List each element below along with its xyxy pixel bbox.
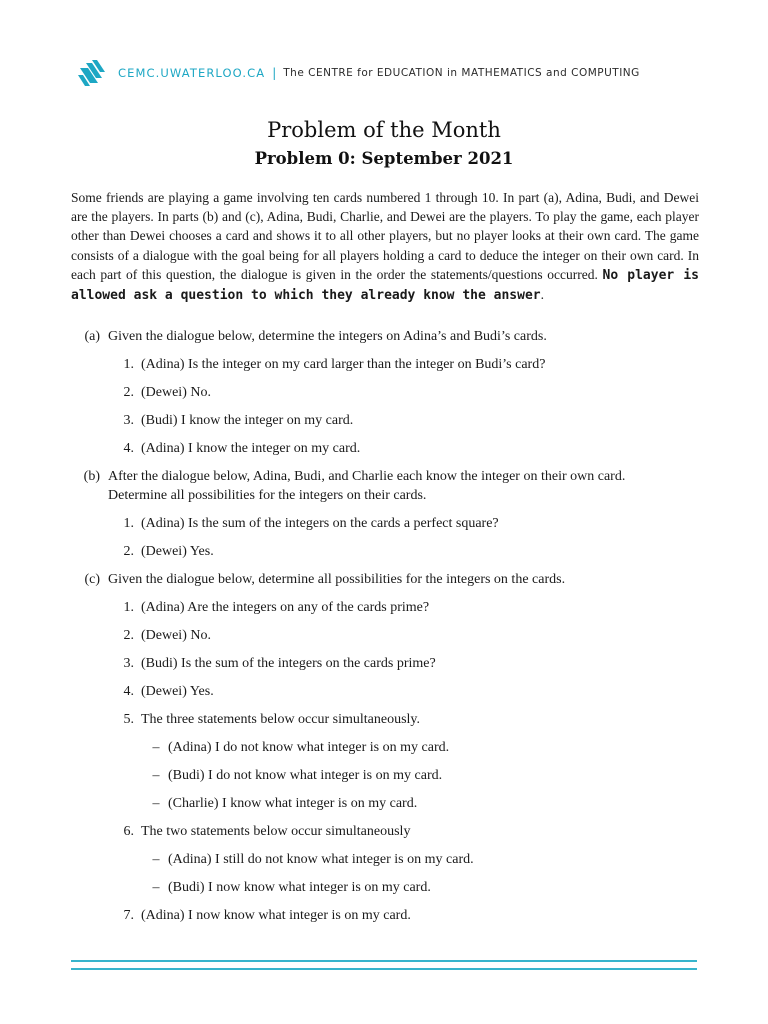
cemc-logo-icon: [78, 59, 106, 87]
item-number: 4.: [123, 441, 134, 456]
site-url[interactable]: CEMC.UWATERLOO.CA: [118, 66, 266, 80]
dialogue-item: (Budi) I know the integer on my card.: [141, 413, 354, 428]
intro-paragraph: [71, 188, 699, 305]
item-number: 2.: [123, 628, 134, 643]
dash-bullet: –: [152, 740, 160, 755]
sub-statement: (Budi) I now know what integer is on my card.: [168, 880, 431, 895]
part-prompt: After the dialogue below, Adina, Budi, and Charlie each know the integer on their own card.: [108, 469, 626, 484]
dialogue-item: The three statements below occur simultaneously.: [141, 712, 421, 727]
item-number: 1.: [123, 516, 134, 531]
dialogue-item: (Budi) Is the sum of the integers on the cards prime?: [141, 656, 436, 671]
item-number: 2.: [123, 544, 134, 559]
part-prompt: Given the dialogue below, determine the integers on Adina’s and Budi’s cards.: [108, 329, 547, 344]
dialogue-item: (Adina) Is the sum of the integers on the cards a perfect square?: [141, 516, 499, 531]
organization-name: The CENTRE for EDUCATION in MATHEMATICS and COMPUTING: [283, 67, 640, 79]
item-number: 4.: [123, 684, 134, 699]
item-number: 3.: [123, 656, 134, 671]
dialogue-item: The two statements below occur simultaneously: [141, 824, 411, 839]
header-separator: |: [272, 66, 277, 80]
sub-statement: (Adina) I still do not know what integer is on my card.: [168, 852, 474, 867]
page-title: Problem of the Month: [267, 118, 501, 142]
item-number: 5.: [123, 712, 134, 727]
sub-statement: (Charlie) I know what integer is on my card.: [168, 796, 418, 811]
part-label: (a): [84, 329, 100, 344]
item-number: 6.: [123, 824, 134, 839]
dialogue-item: (Adina) I now know what integer is on my card.: [141, 908, 411, 923]
dialogue-item: (Dewei) Yes.: [141, 544, 214, 559]
page-subtitle: Problem 0: September 2021: [254, 149, 514, 168]
footer-rule-top: [71, 960, 697, 962]
dash-bullet: –: [152, 880, 160, 895]
part-label: (c): [84, 572, 100, 587]
item-number: 1.: [123, 357, 134, 372]
sub-statement: (Budi) I do not know what integer is on my card.: [168, 768, 443, 783]
item-number: 1.: [123, 600, 134, 615]
item-number: 2.: [123, 385, 134, 400]
intro-bold-rule: No player is allowed ask a question to which they already know the answer: [71, 267, 699, 304]
footer-rule-bottom: [71, 968, 697, 970]
sub-statement: (Adina) I do not know what integer is on my card.: [168, 740, 450, 755]
dash-bullet: –: [152, 796, 160, 811]
intro-text: Some friends are playing a game involving ten cards numbered 1 through 10. In part (a), Adina, Budi, and Dewei are the players. In parts (b) and (c), Adina, Budi, Charlie, and Dewei are the players. To play the game, each player other than Dewei chooses a card and shows it to all other players, but no player looks at their own card. The game consists of a dialogue with the goal being for all players holding a card to deduce the integer on their own card. In each part of this question, the dialogue is given in the order the statements/questions occurred.: [71, 190, 699, 282]
dialogue-item: (Adina) Is the integer on my card larger than the integer on Budi’s card?: [141, 357, 546, 372]
page-header: [78, 58, 640, 88]
dash-bullet: –: [152, 768, 160, 783]
part-prompt: Given the dialogue below, determine all possibilities for the integers on the cards.: [108, 572, 566, 587]
part-label: (b): [83, 469, 100, 484]
item-number: 7.: [123, 908, 134, 923]
dialogue-item: (Dewei) No.: [141, 385, 211, 400]
dialogue-item: (Dewei) No.: [141, 628, 211, 643]
dialogue-item: (Adina) Are the integers on any of the cards prime?: [141, 600, 430, 615]
intro-end: .: [540, 287, 544, 303]
part-prompt-line-2: Determine all possibilities for the integers on their cards.: [108, 488, 427, 503]
dialogue-item: (Adina) I know the integer on my card.: [141, 441, 361, 456]
dialogue-item: (Dewei) Yes.: [141, 684, 214, 699]
dash-bullet: –: [152, 852, 160, 867]
item-number: 3.: [123, 413, 134, 428]
